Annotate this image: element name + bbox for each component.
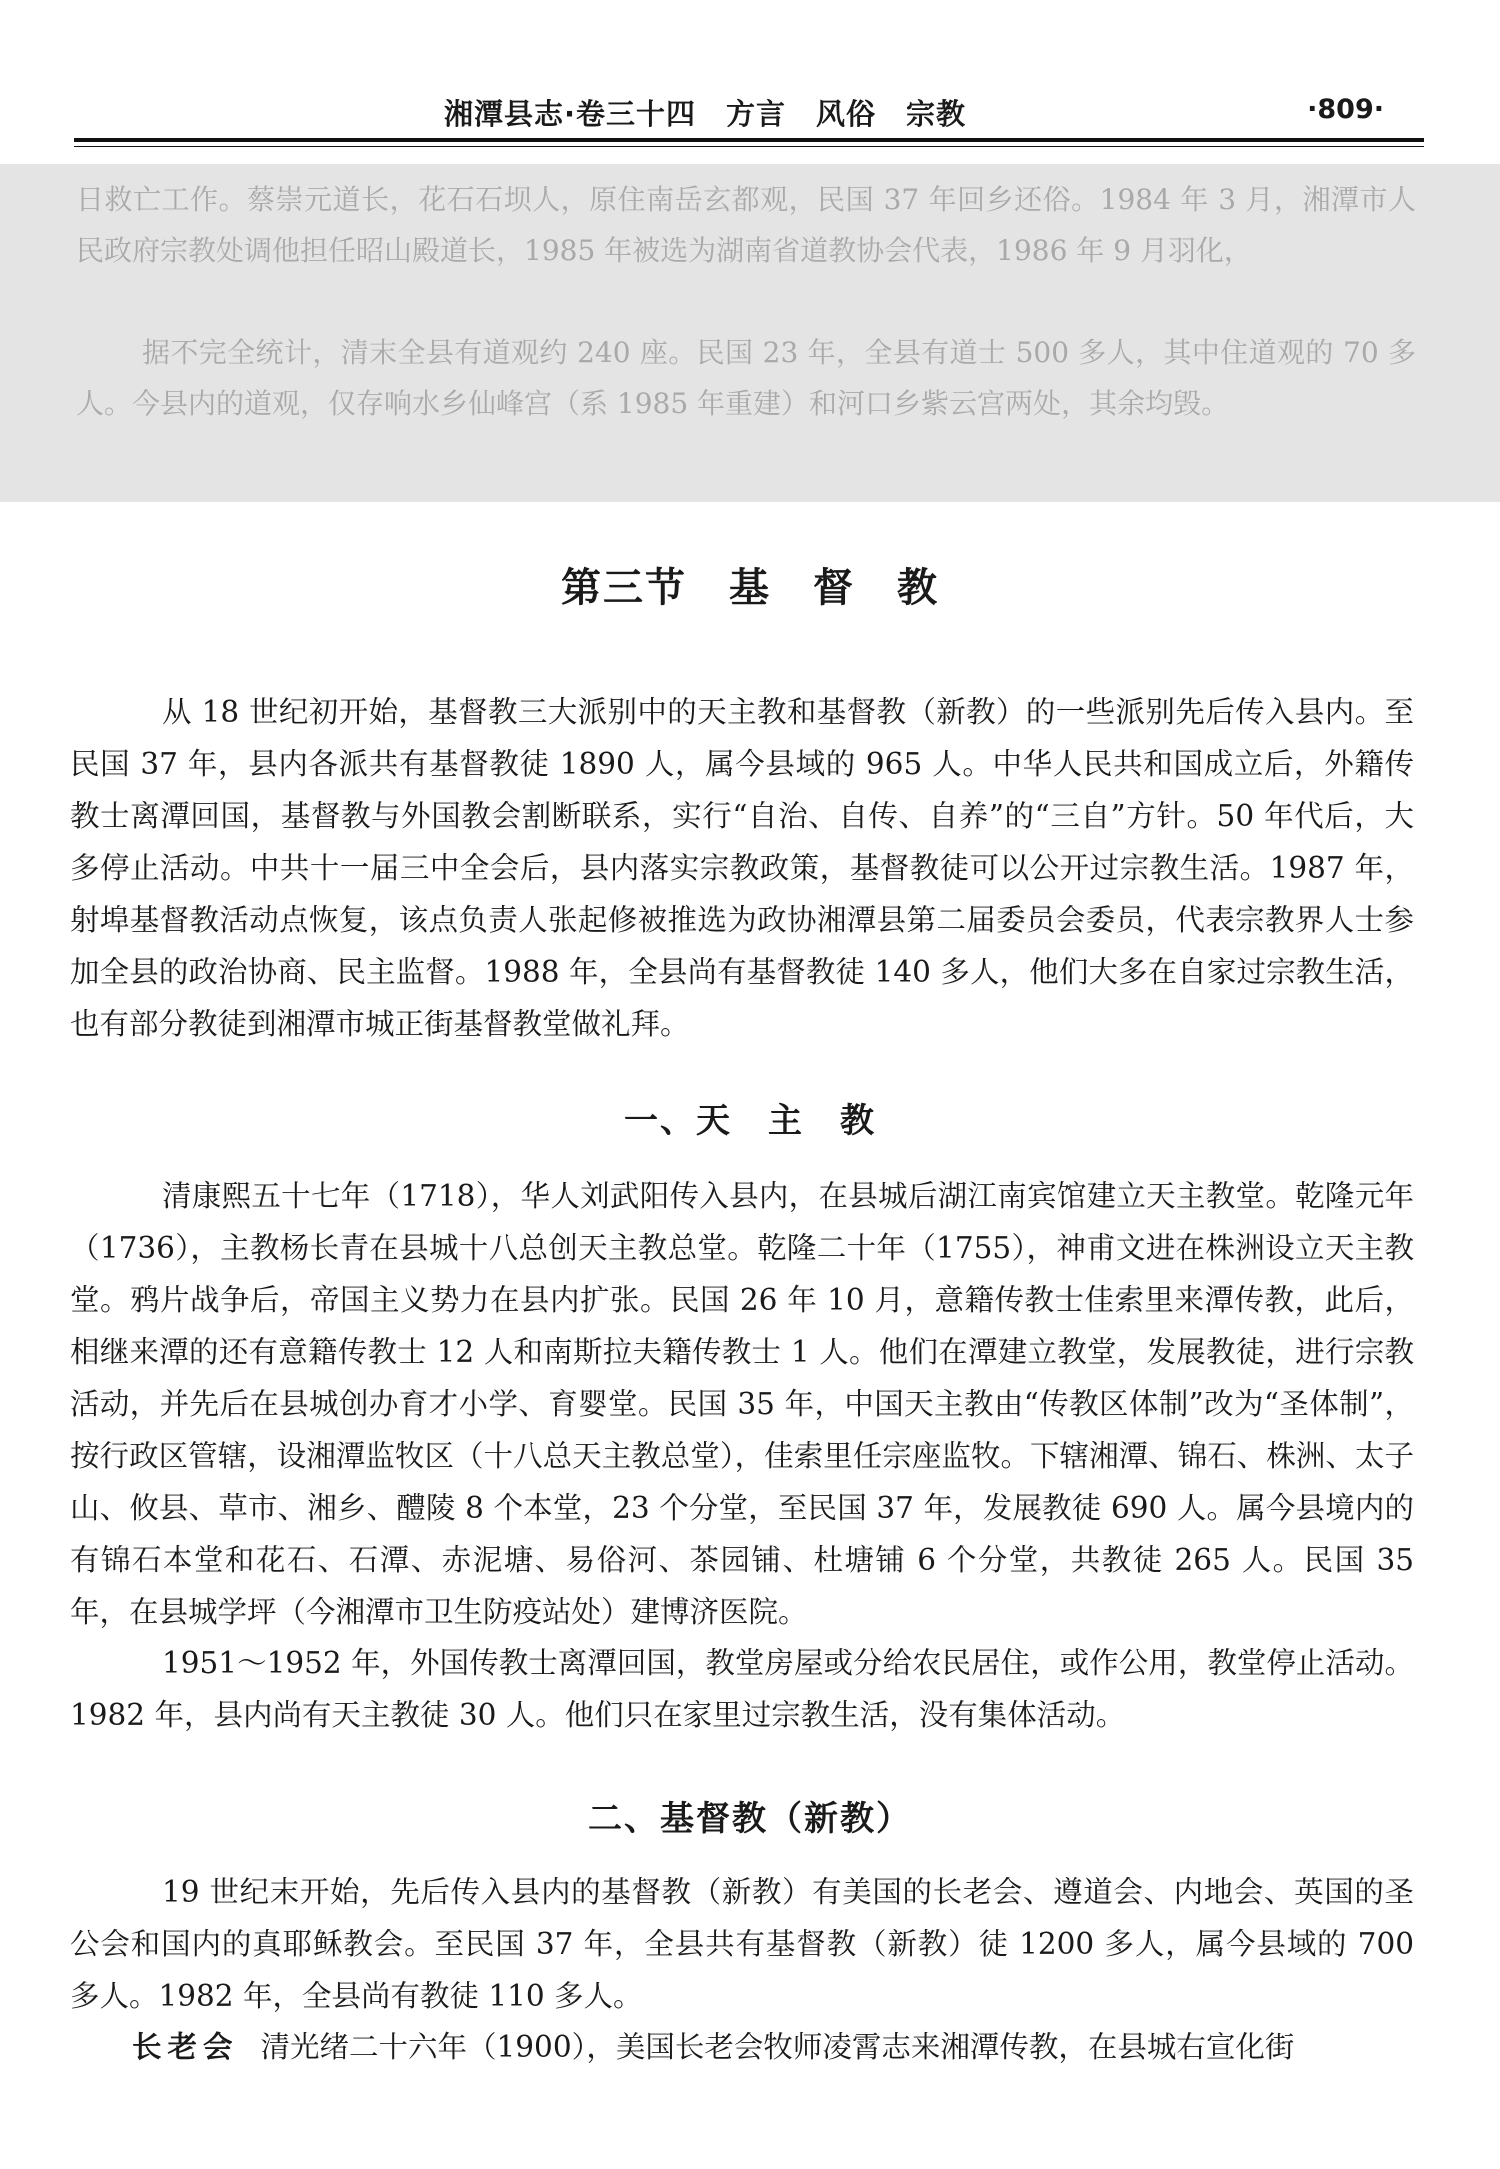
presbyterian-entry — [70, 2021, 1414, 2073]
header-rule-thin — [74, 146, 1424, 147]
faded-paragraph: 据不完全统计，清末全县有道观约 240 座。民国 23 年，全县有道士 500 多人，其中住道观的 70 多人。今县内的道观，仅存响水乡仙峰宫（系 1985 年重建）和河口乡紫云宫两处，其余均毁。 — [76, 336, 1416, 420]
section-intro-paragraph: 从 18 世纪初开始，基督教三大派别中的天主教和基督教（新教）的一些派别先后传入县内。至民国 37 年，县内各派共有基督教徒 1890 人，属今县域的 965 人。中华人民共和国成立后，外籍传教士离潭回国，基督教与外国教会割断联系，实行“自治、自传、自养”的“三自”方针。50 年代后，大多停止活动。中共十一届三中全会后，县内落实宗教政策，基督教徒可以公开过宗教生活。1987 年，射埠基督教活动点恢复，该点负责人张起修被推选为政协湘潭县第二届委员会委员，代表宗教界人士参加全县的政治协商、民主监督。1988 年，全县尚有基督教徒 140 多人，他们大多在自家过宗教生活，也有部分教徒到湘潭市城正街基督教堂做礼拜。 — [70, 695, 1414, 1041]
entry-text: 清光绪二十六年（1900），美国长老会牧师凌霄志来湘潭传教，在县城右宣化街 — [260, 2030, 1295, 2064]
running-title: 湘潭县志·卷三十四 方言 风俗 宗教 — [444, 97, 967, 131]
faded-previous-section — [0, 164, 1500, 502]
section-heading: 第三节 基 督 教 — [561, 565, 939, 611]
catholic-paragraph: 清康熙五十七年（1718），华人刘武阳传入县内，在县城后湖江南宾馆建立天主教堂。乾隆元年（1736），主教杨长青在县城十八总创天主教总堂。乾隆二十年（1755），神甫文进在株洲设立天主教堂。鸦片战争后，帝国主义势力在县内扩张。民国 26 年 10 月，意籍传教士佳索里来潭传教，此后，相继来潭的还有意籍传教士 12 人和南斯拉夫籍传教士 1 人。他们在潭建立教堂，发展教徒，进行宗教活动，并先后在县城创办育才小学、育婴堂。民国 35 年，中国天主教由“传教区体制”改为“圣体制”，按行政区管辖，设湘潭监牧区（十八总天主教总堂），佳索里任宗座监牧。下辖湘潭、锦石、株洲、太子山、攸县、草市、湘乡、醴陵 8 个本堂，23 个分堂，至民国 37 年，发展教徒 690 人。属今县境内的有锦石本堂和花石、石潭、赤泥塘、易俗河、茶园铺、杜塘铺 6 个分堂，共教徒 265 人。民国 35 年，在县城学坪（今湘潭市卫生防疫站处）建博济医院。 — [70, 1179, 1414, 1629]
faded-paragraph: 日救亡工作。蔡崇元道长，花石石坝人，原住南岳玄都观，民国 37 年回乡还俗。1984 年 3 月，湘潭市人民政府宗教处调他担任昭山殿道长，1985 年被选为湖南省道教协会代表，1986 年 9 月羽化， — [76, 183, 1416, 267]
subsection-heading-protestant: 二、基督教（新教） — [588, 1799, 912, 1839]
header-rule-thick — [74, 138, 1424, 142]
catholic-paragraph: 1951～1952 年，外国传教士离潭回国，教堂房屋或分给农民居住，或作公用，教堂停止活动。1982 年，县内尚有天主教徒 30 人。他们只在家里过宗教生活，没有集体活动。 — [70, 1646, 1414, 1732]
entry-label: 长老会 — [132, 2030, 239, 2064]
page-number: ·809· — [1307, 94, 1384, 125]
page-header — [74, 92, 1424, 140]
protestant-paragraph: 19 世纪末开始，先后传入县内的基督教（新教）有美国的长老会、遵道会、内地会、英国的圣公会和国内的真耶稣教会。至民国 37 年，全县共有基督教（新教）徒 1200 多人，属今县域的 700 多人。1982 年，全县尚有教徒 110 多人。 — [70, 1875, 1414, 2013]
subsection-heading-catholic: 一、天 主 教 — [624, 1101, 876, 1141]
